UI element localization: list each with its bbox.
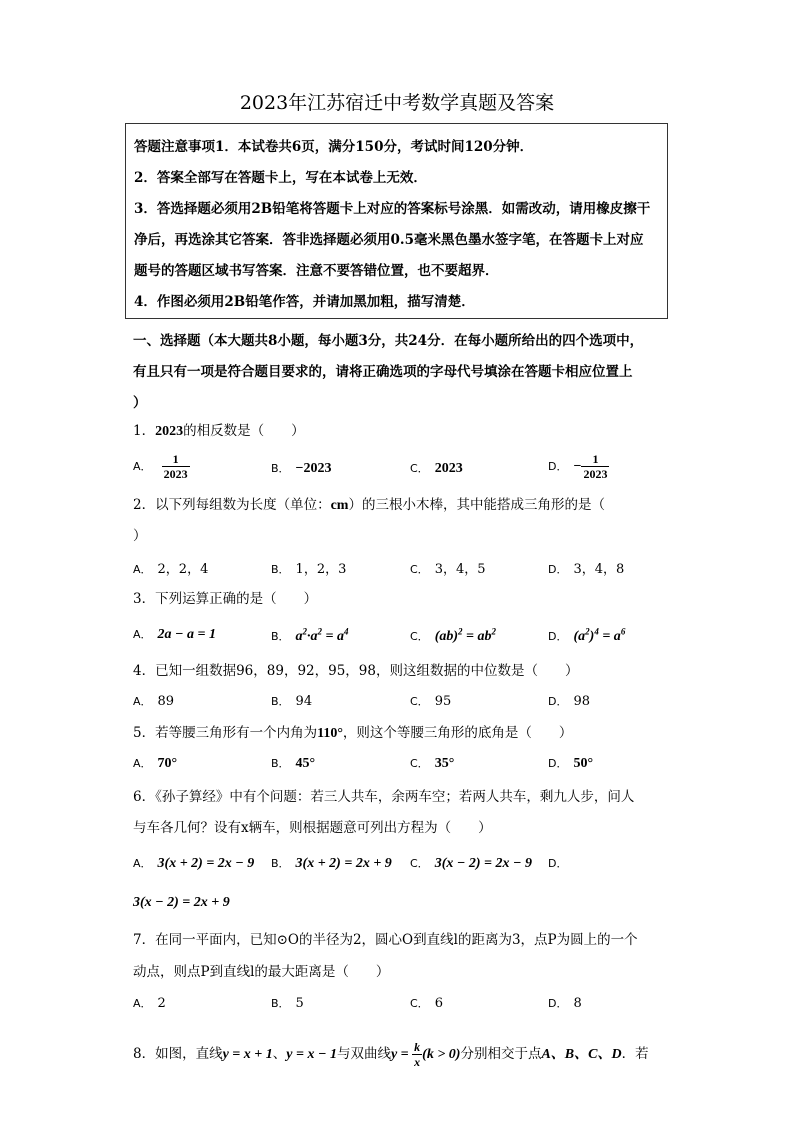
page-title: 2023年江苏宿迁中考数学真题及答案 [239, 92, 555, 114]
fraction: $\frac{1}{2023}$ [583, 452, 608, 481]
option-b: B． 3(x + 2) = 2x + 9 [271, 856, 392, 871]
options-q7 [133, 995, 673, 1019]
question-3: 3．下列运算正确的是（ ） [133, 591, 318, 607]
option-a: A． 89 [133, 694, 175, 709]
option-c: C． 95 [410, 694, 452, 709]
option-d: D． 98 [548, 694, 591, 709]
option-c: C． 6 [410, 996, 443, 1011]
option-d: D． 8 [548, 996, 582, 1011]
notice-line: 答题注意事项1．本试卷共6页，满分150分，考试时间120分钟． [134, 139, 534, 155]
option-a: A． 2 [133, 996, 166, 1011]
notice-line: 2．答案全部写在答题卡上，写在本试卷上无效． [134, 170, 427, 186]
fraction: $\frac{k}{x}$ [414, 1040, 421, 1069]
section-heading: 一、选择题（本大题共8小题，每小题3分，共24分．在每小题所给出的四个选项中， 有且只有一项是符合题目要求的，请将正确选项的字母代号填涂在答题卡相应位置上 ） [133, 333, 644, 411]
notice-line: 4．作图必须用2B铅笔作答，并请加黑加粗，描写清楚． [134, 294, 475, 310]
question-5: 5．若等腰三角形有一个内角为110°，则这个等腰三角形的底角是（ ） [133, 725, 573, 741]
options-q5 [133, 755, 673, 779]
question-8: 8．如图，直线y = x + 1、y = x − 1与双曲线y = $\frac{k}{x}$ (k > 0)分别相交于点A、B、C、D．若 [133, 1040, 649, 1069]
question-7: 7．在同一平面内，已知⊙O的半径为2，圆心O到直线l的距离为3，点P为圆上的一个 [133, 932, 638, 948]
option-a: A． 3(x + 2) = 2x − 9 [133, 856, 255, 871]
question-1: 1．2023的相反数是（ ） [133, 423, 305, 439]
question-2-cont: ） [133, 528, 147, 544]
option-d: D． 3，4，8 [548, 562, 625, 577]
question-6: 6．《孙子算经》中有个问题：若三人共车，余两车空；若两人共车，剩九人步，问人 [133, 789, 635, 805]
option-b: B． 45° [271, 756, 316, 771]
option-c: C． 3，4，5 [410, 562, 486, 577]
option-c: C． $(ab)^2 = ab^2$ [410, 626, 496, 644]
options-q6 [133, 855, 673, 879]
option-c: C． 3(x − 2) = 2x − 9 [410, 856, 532, 871]
notice-line: 3．答选择题必须用2B铅笔将答题卡上对应的答案标号涂黑．如需改动，请用橡皮擦干 [134, 201, 651, 217]
question-4: 4．已知一组数据96，89，92，95，98，则这组数据的中位数是（ ） [133, 663, 579, 679]
notice-line: 净后，再选涂其它答案．答非选择题必须用0.5毫米黑色墨水签字笔，在答题卡上对应 [134, 232, 644, 248]
option-a: A． 2，2，4 [133, 562, 209, 577]
question-2: 2．以下列每组数为长度（单位：cm）的三根小木棒，其中能搭成三角形的是（ [133, 497, 605, 513]
option-b: B． 5 [271, 996, 304, 1011]
options-q3 [133, 626, 673, 650]
option-d: D． $(a^2)^4 = a^6$ [548, 626, 626, 644]
option-d: D． 50° [548, 756, 594, 771]
option-b: B． −2023 [271, 461, 332, 476]
option-b: B． 1，2，3 [271, 562, 347, 577]
notice-line: 题号的答题区域书写答案．注意不要答错位置，也不要超界． [134, 263, 499, 279]
option-c: C． 35° [410, 756, 455, 771]
option-b: B． 94 [271, 694, 313, 709]
options-q4 [133, 693, 673, 717]
option-a: A． $\frac{1}{2023}$ [133, 452, 188, 481]
option-a: A． 2a − a = 1 [133, 627, 216, 642]
fraction: $\frac{1}{2023}$ [163, 452, 188, 481]
option-d-expression: 3(x − 2) = 2x + 9 [133, 895, 230, 910]
options-q2 [133, 558, 673, 582]
option-d: D． − $\frac{1}{2023}$ [548, 452, 608, 481]
question-6-cont: 与车各几何？设有x辆车，则根据题意可列出方程为（ ） [133, 820, 492, 836]
notice-box [125, 123, 668, 319]
option-a: A． 70° [133, 756, 178, 771]
option-c: C． 2023 [410, 461, 463, 476]
options-q1 [133, 452, 673, 486]
question-7-cont: 动点，则点P到直线l的最大距离是（ ） [133, 964, 390, 980]
option-d: D． [548, 857, 568, 870]
option-b: B． $a^2\cdot a^2 = a^4$ [271, 626, 349, 644]
